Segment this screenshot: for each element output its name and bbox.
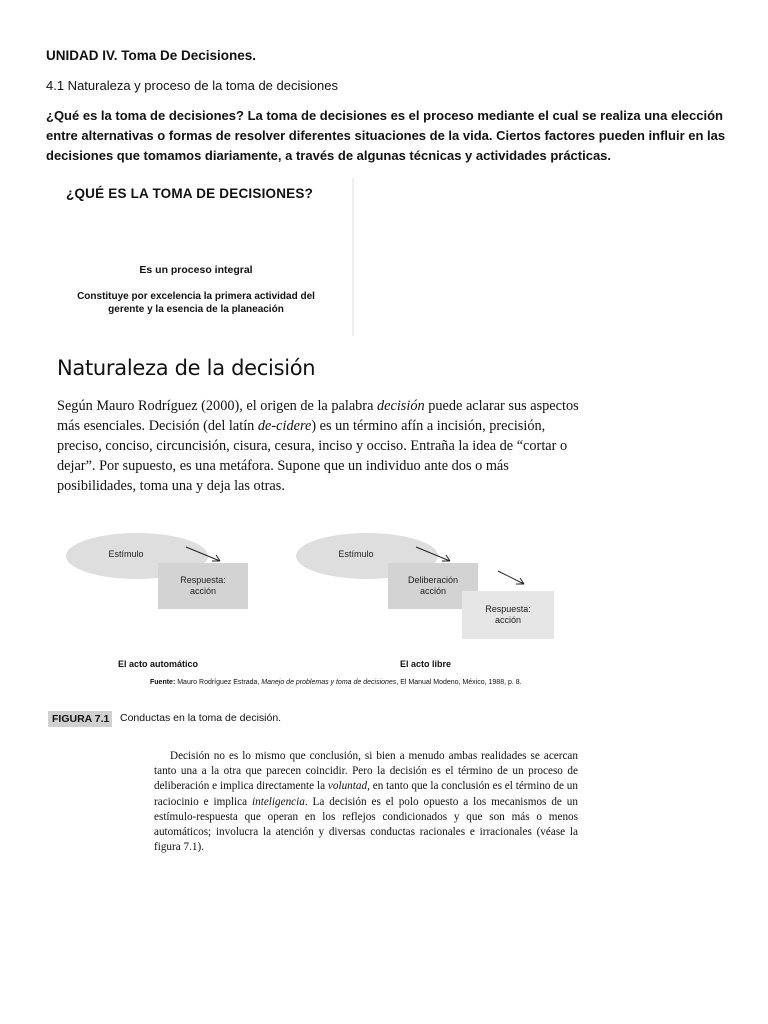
decision-text-1: Decisión no es lo mismo que conclusión, si bien a menudo ambas realidades se acercan tanto una a la otra que parecen coincidir. Pero la decisión es el término de un proceso de deliberación e implica directamente la: [154, 750, 578, 793]
response-box-right-label: [462, 604, 554, 626]
naturaleza-text-2: puede aclarar sus aspectos más esenciales. Decisión (del latín: [57, 398, 579, 434]
stimulus-label-right: Estímulo: [338, 549, 374, 559]
stimulus-label-left: Estímulo: [108, 549, 144, 559]
naturaleza-paragraph: [57, 396, 587, 496]
naturaleza-em-2: de-cidere: [257, 418, 312, 434]
slide-line-2: Constituye por excelencia la primera actividad del gerente y la esencia de la planeación: [77, 291, 315, 315]
intro-paragraph: ¿Qué es la toma de decisiones? La toma de decisiones es el proceso mediante el cual se realiza una elección entre alternativas o formas de resolver diferentes situaciones de la vida. Ciertos factores pueden influir en las decisiones que tomamos diariamente, a través de algunas técnicas y actividades prácticas.: [46, 108, 726, 163]
naturaleza-title: Naturaleza de la decisión: [57, 356, 316, 380]
naturaleza-text-3: ) es un término afín a incisión, precisión, preciso, conciso, circuncisión, cisura, cesura, inciso y occiso. Entraña la idea de “cortar o dejar”. Por supuesto, es una metáfora. Supone que un individuo ante dos o más posibilidades, toma una y deja las otras.: [57, 418, 568, 494]
caption-free-act: El acto libre: [400, 659, 452, 669]
caption-automatic-act: El acto automático: [118, 659, 199, 669]
source-title: Manejo de problemas y toma de decisiones: [261, 679, 397, 686]
figure-label: FIGURA 7.1: [48, 711, 112, 727]
arrow-icon-right-2: [496, 568, 530, 590]
source-author: Mauro Rodríguez Estrada,: [175, 679, 262, 686]
decision-em-1: voluntad: [327, 780, 368, 793]
slide-title: ¿QUÉ ES LA TOMA DE DECISIONES?: [66, 186, 314, 201]
response-right-line-1: Respuesta:: [485, 604, 531, 614]
decision-em-2: inteligencia: [252, 795, 305, 808]
naturaleza-text-1: Según Mauro Rodríguez (2000), el origen de la palabra: [57, 398, 377, 414]
figure-caption: Conductas en la toma de decisión.: [120, 712, 282, 724]
figure-source: [150, 679, 522, 686]
response-left-line-1: Respuesta:: [180, 575, 226, 585]
source-rest: , El Manual Modeno, México, 1988, p. 8.: [396, 679, 522, 686]
section-title: 4.1 Naturaleza y proceso de la toma de decisiones: [46, 78, 338, 93]
response-left-line-2: acción: [189, 586, 216, 596]
source-label: Fuente:: [150, 679, 176, 686]
slide-line-1: Es un proceso integral: [139, 264, 253, 276]
decision-text-3: . La decisión es el polo opuesto a los mecanismos de un estímulo-respuesta que operan en los reflejos condicionados y que son más o menos automáticos; involucra la atención y diversas conductas racionales e irracionales (véase la figura 7.1).: [154, 795, 578, 854]
decision-text-2: , en tanto que la conclusión es el término de un raciocinio e implica: [154, 780, 578, 808]
decision-paragraph: [154, 749, 578, 855]
response-box-left-label: [158, 575, 248, 597]
naturaleza-em-1: decisión: [377, 398, 425, 414]
deliberation-line-1: Deliberación: [407, 575, 459, 585]
response-right-line-2: acción: [494, 615, 521, 625]
unit-title: UNIDAD IV. Toma De Decisiones.: [46, 48, 257, 63]
deliberation-line-2: acción: [419, 586, 446, 596]
